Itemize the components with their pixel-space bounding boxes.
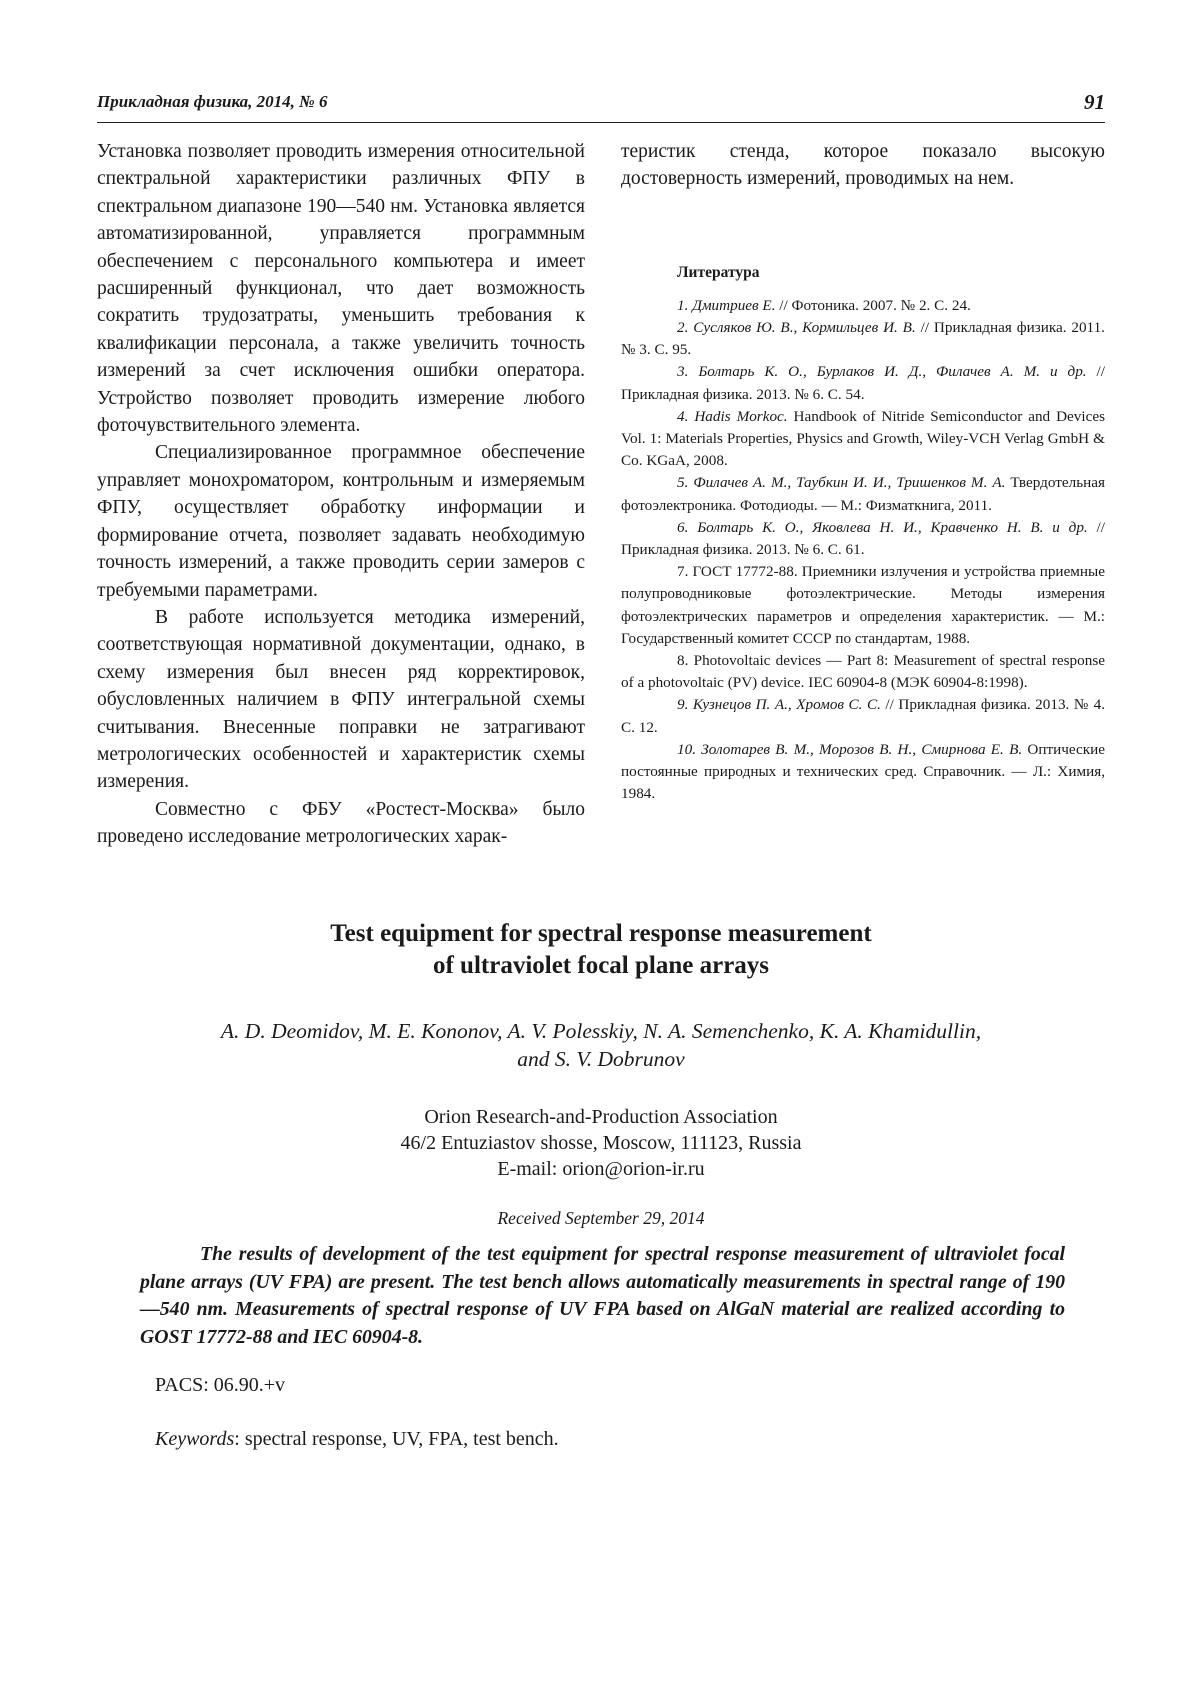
abstract: The results of development of the test equipment for spectral response measurement of ultraviolet focal plane arrays (UV FPA) are present. The test bench allows automatically measurements in spectral range of 190—540 nm. Measurements of spectral response of UV FPA based on AlGaN material are realized according to GOST 17772-88 and IEC 60904-8.	[140, 1243, 1065, 1348]
reference-authors: 5. Филачев А. М., Таубкин И. И., Тришенков М. А.	[677, 474, 1006, 492]
reference-item	[621, 650, 1105, 694]
reference-source: // Прикладная физика. 2013. № 6. С. 54.	[621, 363, 1105, 403]
header-rule	[97, 122, 1105, 123]
right-column	[621, 138, 1105, 805]
article-title	[97, 918, 1105, 982]
authors-line: and S. V. Dobrunov	[517, 1047, 685, 1071]
reference-source: // Прикладная физика. 2013. № 4. С. 12.	[621, 696, 1105, 736]
paragraph: Установка позволяет проводить измерения относительной спектральной характеристики различных ФПУ в спектральном диапазоне 190—540 нм. Установка является автоматизированной, управляется программным обеспечением с персонального компьютера и имеет расширенный функционал, что дает возможность сократить трудозатраты, уменьшить требования к квалификации персонала, а также увеличить точность измерений за счет исключения ошибки оператора. Устройство позволяет проводить измерение любого фоточувствительного элемента.	[97, 141, 585, 437]
reference-source: // Прикладная физика. 2011. № 3. С. 95.	[621, 319, 1105, 359]
reference-authors: 4. Hadis Morkoc.	[677, 407, 788, 425]
reference-source: // Фотоника. 2007. № 2. С. 24.	[775, 296, 971, 314]
address: 46/2 Entuziastov shosse, Moscow, 111123, Russia	[400, 1132, 802, 1154]
reference-item	[621, 517, 1105, 561]
reference-item	[621, 561, 1105, 650]
page-number: 91	[1084, 90, 1105, 114]
reference-item	[621, 694, 1105, 738]
reference-authors: 9. Кузнецов П. А., Хромов С. С.	[677, 696, 881, 714]
literature-heading: Литература	[677, 263, 760, 281]
reference-item	[621, 361, 1105, 405]
reference-item	[621, 472, 1105, 516]
continued-paragraph: теристик стенда, которое показало высокую достоверность измерений, проводимых на нем.	[621, 141, 1105, 190]
reference-source: // Прикладная физика. 2013. № 6. С. 61.	[621, 518, 1105, 559]
reference-source: 8. Photovoltaic devices — Part 8: Measurement of spectral response of a photovoltaic (PV) device. IEC 60904-8 (МЭК 60904-8:1998).	[621, 652, 1105, 692]
email: E-mail: orion@orion-ir.ru	[497, 1158, 705, 1180]
reference-authors: 2. Сусляков Ю. В., Кормильцев И. В.	[677, 319, 916, 337]
authors	[97, 1017, 1105, 1073]
received-date: Received September 29, 2014	[497, 1208, 705, 1228]
reference-authors: 6. Болтарь К. О., Яковлева Н. И., Кравченко Н. В. и др.	[677, 518, 1088, 536]
reference-authors: 1. Дмитриев Е.	[677, 296, 776, 314]
title-line: of ultraviolet focal plane arrays	[432, 952, 770, 979]
reference-authors: 10. Золотарев В. М., Морозов В. Н., Смирнова Е. В.	[677, 740, 1023, 758]
reference-item	[621, 406, 1105, 473]
keywords-text: : spectral response, UV, FPA, test bench.	[234, 1428, 559, 1450]
running-header	[97, 92, 1105, 122]
keywords-label: Keywords	[155, 1428, 235, 1450]
paragraph: Совместно с ФБУ «Ростест-Москва» было проведено исследование метрологических харак-	[97, 798, 585, 848]
journal-name: Прикладная физика, 2014, № 6	[97, 92, 328, 111]
reference-source: Handbook of Nitride Semiconductor and Devices Vol. 1: Materials Properties, Physics and Growth, Wiley-VCH Verlag GmbH & Co. KGaA, 2008.	[621, 407, 1105, 470]
title-line: Test equipment for spectral response measurement	[330, 920, 872, 947]
paragraph: Специализированное программное обеспечение управляет монохроматором, контрольным и измеряемым ФПУ, осуществляет обработку информации и формирование отчета, позволяет задавать необходимую точность измерений, а также проводить серии замеров с требуемыми параметрами.	[97, 442, 585, 601]
left-column	[97, 138, 585, 851]
english-title-block	[97, 918, 1105, 1229]
reference-source: Оптические постоянные природных и технических сред. Справочник. — Л.: Химия, 1984.	[621, 740, 1105, 803]
reference-item	[621, 739, 1105, 806]
pacs-code: PACS: 06.90.+v	[155, 1374, 286, 1396]
reference-source: 7. ГОСТ 17772-88. Приемники излучения и устройства приемные полупроводниковые фотоэлектрические. Методы измерения фотоэлектрических параметров и определения характеристик. — М.: Государственный комитет СССР по стандартам, 1988.	[621, 563, 1105, 647]
reference-list	[621, 295, 1105, 806]
reference-authors: 3. Болтарь К. О., Бурлаков И. Д., Филачев А. М. и др.	[677, 363, 1087, 381]
reference-source: Твердотельная фотоэлектроника. Фотодиоды. — М.: Физматкнига, 2011.	[621, 474, 1105, 514]
authors-line: A. D. Deomidov, M. E. Kononov, A. V. Polesskiy, N. A. Semenchenko, K. A. Khamidullin,	[220, 1019, 982, 1043]
reference-item	[621, 295, 1105, 317]
keywords	[155, 1426, 559, 1452]
affiliation	[97, 1104, 1105, 1182]
reference-item	[621, 317, 1105, 361]
paragraph: В работе используется методика измерений, соответствующая нормативной документации, однако, в схему измерения был внесен ряд корректировок, обусловленных наличием в ФПУ интегральной схемы считывания. Внесенные поправки не затрагивают метрологических особенностей и характеристик схемы измерения.	[97, 606, 585, 793]
organization: Orion Research-and-Production Association	[424, 1106, 778, 1128]
